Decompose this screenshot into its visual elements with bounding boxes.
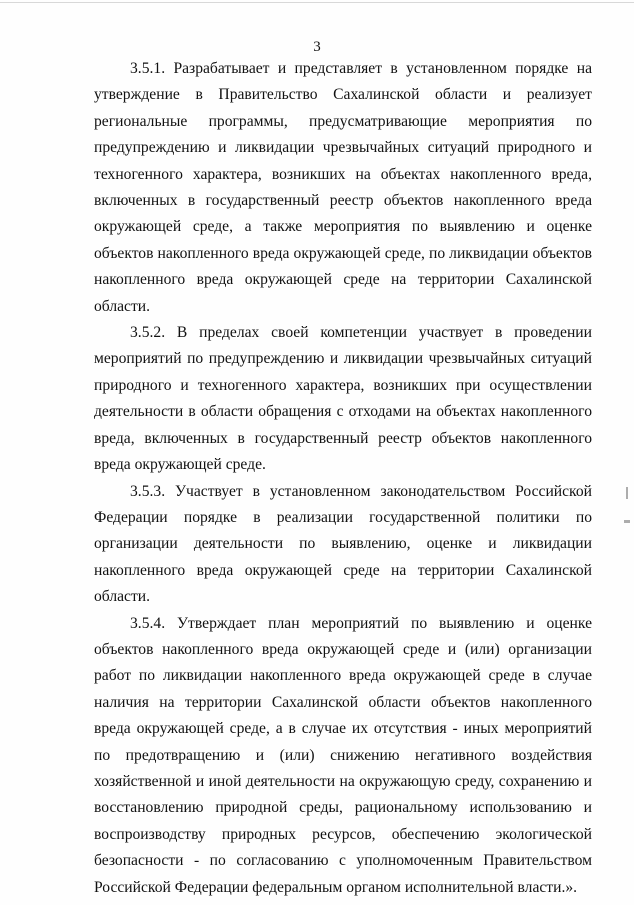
paragraph-3-5-1: 3.5.1. Разрабатывает и представляет в установленном порядке на утверждение в Правительство Сахалинской области и реализует региональные программы, предусматривающие мероприятия по предупреждению и ликвидации чрезвычайных ситуаций природного и техногенного характера, возникших на объектах накопленного вреда, включенных в государственный реестр объектов накопленного вреда окружающей среде, а также мероприятия по выявлению и оценке объектов накопленного вреда окружающей среде, по ликвидации объектов накопленного вреда окружающей среде на территории Сахалинской области.: [94, 60, 592, 315]
document-body: [94, 56, 592, 901]
scan-edge-mark: [626, 487, 628, 499]
page-number: 3: [313, 39, 321, 55]
scan-edge-mark: [624, 520, 630, 523]
paragraph-3-5-3: 3.5.3. Участвует в установленном законодательством Российской Федерации порядке в реализации государственной политики по организации деятельности по выявлению, оценке и ликвидации накопленного вреда окружающей среде на территории Сахалинской области.: [94, 482, 592, 606]
scan-top-edge: [0, 2, 634, 3]
paragraph-3-5-2: 3.5.2. В пределах своей компетенции участвует в проведении мероприятий по предупреждению и ликвидации чрезвычайных ситуаций природного и техногенного характера, возникших при осуществлении деятельности в области обращения с отходами на объектах накопленного вреда, включенных в государственный реестр объектов накопленного вреда окружающей среде.: [94, 324, 592, 474]
paragraph-3-5-4: 3.5.4. Утверждает план мероприятий по выявлению и оценке объектов накопленного вреда окружающей среде и (или) организации работ по ликвидации накопленного вреда окружающей среде в случае наличия на территории Сахалинской области объектов накопленного вреда окружающей среде, а в случае их отсутствия - иных мероприятий по предотвращению и (или) снижению негативного воздействия хозяйственной и иной деятельности на окружающую среду, сохранению и восстановлению природной среды, рациональному использованию и воспроизводству природных ресурсов, обеспечению экологической безопасности - по согласованию с уполномоченным Правительством Российской Федерации федеральным органом исполнительной власти.».: [94, 614, 592, 896]
